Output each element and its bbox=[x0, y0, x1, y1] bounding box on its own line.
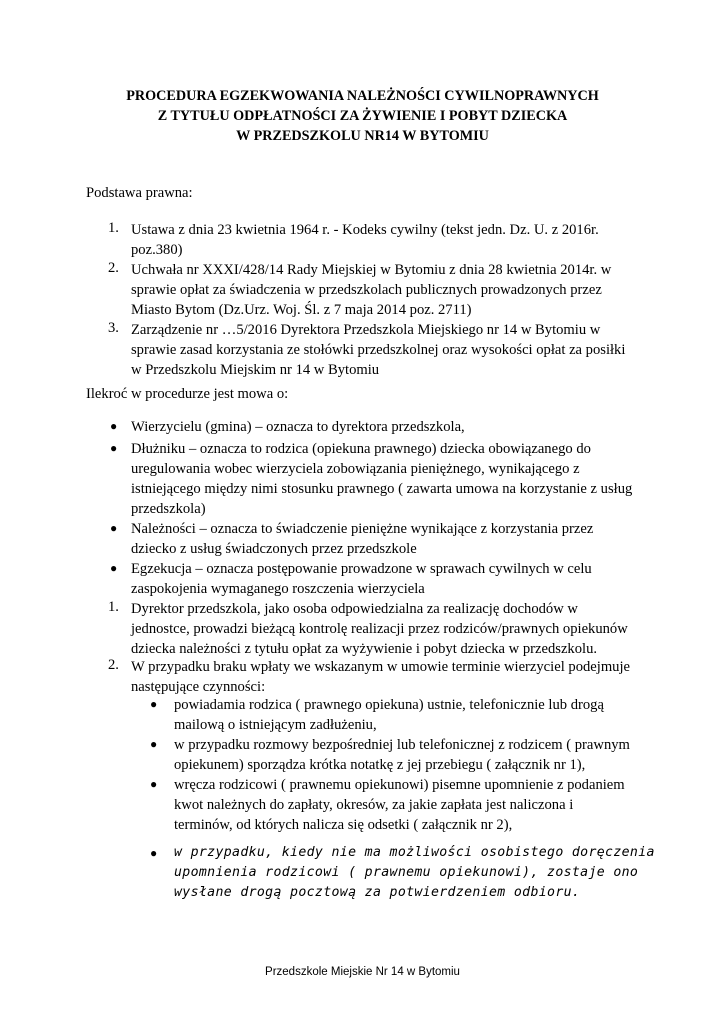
list-number: 3. bbox=[108, 320, 119, 336]
bullet-icon: ● bbox=[150, 697, 158, 711]
title-line: W PRZEDSZKOLU NR14 W BYTOMIU bbox=[236, 128, 489, 144]
title-line: PROCEDURA EGZEKWOWANIA NALEŻNOŚCI CYWILNOPRAWNYCH bbox=[126, 88, 599, 104]
item-line: poz.380) bbox=[131, 242, 183, 258]
list-number: 1. bbox=[108, 599, 119, 615]
item-line: wręcza rodzicowi ( prawnemu opiekunowi) pisemne upomnienie z podaniem bbox=[174, 777, 625, 793]
procedure-item bbox=[131, 599, 631, 659]
item-line: Wierzycielu (gmina) – oznacza to dyrektora przedszkola, bbox=[131, 419, 465, 435]
definitions-heading: Ilekroć w procedurze jest mowa o: bbox=[86, 386, 289, 402]
item-line: terminów, od których nalicza się odsetki ( załącznik nr 2), bbox=[174, 817, 513, 833]
bullet-icon: ● bbox=[110, 521, 118, 535]
legal-basis-heading: Podstawa prawna: bbox=[86, 185, 193, 201]
item-line: dziecka należności z tytułu opłat za wyżywienie i pobyt dziecka w przedszkolu. bbox=[131, 641, 598, 657]
item-line: sprawie zasad korzystania ze stołówki przedszkolnej oraz wysokości opłat za posiłki bbox=[131, 342, 626, 358]
item-line: W przypadku braku wpłaty we wskazanym w umowie terminie wierzyciel podejmuje bbox=[131, 659, 631, 675]
list-number: 2. bbox=[108, 657, 119, 673]
item-line: mailową o istniejącym zadłużeniu, bbox=[174, 717, 377, 733]
legal-basis-item bbox=[131, 220, 631, 260]
item-line: Ustawa z dnia 23 kwietnia 1964 r. - Kodeks cywilny (tekst jedn. Dz. U. z 2016r. bbox=[131, 222, 599, 238]
list-number: 2. bbox=[108, 260, 119, 276]
bullet-icon: ● bbox=[150, 777, 158, 791]
item-line: upomnienia rodzicowi ( prawnemu opiekunowi), zostaje ono bbox=[174, 865, 639, 880]
item-line: Należności – oznacza to świadczenie pieniężne wynikające z korzystania przez bbox=[131, 521, 594, 537]
item-line: w Przedszkolu Miejskim nr 14 w Bytomiu bbox=[131, 362, 380, 378]
item-line: Miasto Bytom (Dz.Urz. Woj. Śl. z 7 maja 2014 poz. 2711) bbox=[131, 302, 472, 318]
item-line: uregulowania wobec wierzyciela zobowiązania pieniężnego, wynikającego z bbox=[131, 461, 580, 477]
definition-item bbox=[131, 559, 631, 599]
item-line: powiadamia rodzica ( prawnego opiekuna) ustnie, telefonicznie lub drogą bbox=[174, 697, 604, 713]
procedure-item bbox=[131, 657, 631, 697]
procedure-sub-item bbox=[174, 735, 644, 775]
legal-basis-item bbox=[131, 320, 631, 380]
item-line: Dłużniku – oznacza to rodzica (opiekuna prawnego) dziecka obowiązanego do bbox=[131, 441, 591, 457]
item-line: w przypadku, kiedy nie ma możliwości osobistego doręczenia bbox=[174, 845, 655, 860]
item-line: zaspokojenia wymaganego roszczenia wierzyciela bbox=[131, 581, 425, 597]
bullet-icon: ● bbox=[150, 846, 158, 860]
item-line: wysłane drogą pocztową za potwierdzeniem odbioru. bbox=[174, 885, 581, 900]
item-line: w przypadku rozmowy bezpośredniej lub telefonicznej z rodzicem ( prawnym bbox=[174, 737, 630, 753]
item-line: istniejącego między nimi stosunku prawnego ( zawarta umowa na korzystanie z usług bbox=[131, 481, 633, 497]
page-footer: Przedszkole Miejskie Nr 14 w Bytomiu bbox=[265, 966, 460, 978]
bullet-icon: ● bbox=[150, 737, 158, 751]
item-line: Zarządzenie nr …5/2016 Dyrektora Przedszkola Miejskiego nr 14 w Bytomiu w bbox=[131, 322, 601, 338]
definition-item bbox=[131, 439, 631, 519]
definition-item bbox=[131, 519, 631, 559]
list-number: 1. bbox=[108, 220, 119, 236]
bullet-icon: ● bbox=[110, 441, 118, 455]
document-title bbox=[60, 86, 665, 146]
item-line: przedszkola) bbox=[131, 501, 206, 517]
item-line: kwot należnych do zapłaty, okresów, za jakie zapłata jest naliczona i bbox=[174, 797, 574, 813]
item-line: Uchwała nr XXXI/428/14 Rady Miejskiej w Bytomiu z dnia 28 kwietnia 2014r. w bbox=[131, 262, 612, 278]
item-line: Egzekucja – oznacza postępowanie prowadzone w sprawach cywilnych w celu bbox=[131, 561, 592, 577]
item-line: dziecko z usług świadczonych przez przedszkole bbox=[131, 541, 417, 557]
item-line: następujące czynności: bbox=[131, 679, 266, 695]
procedure-sub-item bbox=[174, 775, 644, 835]
procedure-sub-item-italic bbox=[174, 843, 655, 903]
bullet-icon: ● bbox=[110, 561, 118, 575]
procedure-sub-item bbox=[174, 695, 644, 735]
item-line: jednostce, prowadzi bieżącą kontrolę realizacji przez rodziców/prawnych opiekunów bbox=[131, 621, 628, 637]
definition-item bbox=[131, 417, 631, 437]
item-line: opiekunem) sporządza krótka notatkę z jej przebiegu ( załącznik nr 1), bbox=[174, 757, 586, 773]
bullet-icon: ● bbox=[110, 419, 118, 433]
legal-basis-item bbox=[131, 260, 631, 320]
item-line: sprawie opłat za świadczenia w przedszkolach publicznych prowadzonych przez bbox=[131, 282, 602, 298]
title-line: Z TYTUŁU ODPŁATNOŚCI ZA ŻYWIENIE I POBYT DZIECKA bbox=[157, 108, 568, 124]
item-line: Dyrektor przedszkola, jako osoba odpowiedzialna za realizację dochodów w bbox=[131, 601, 578, 617]
